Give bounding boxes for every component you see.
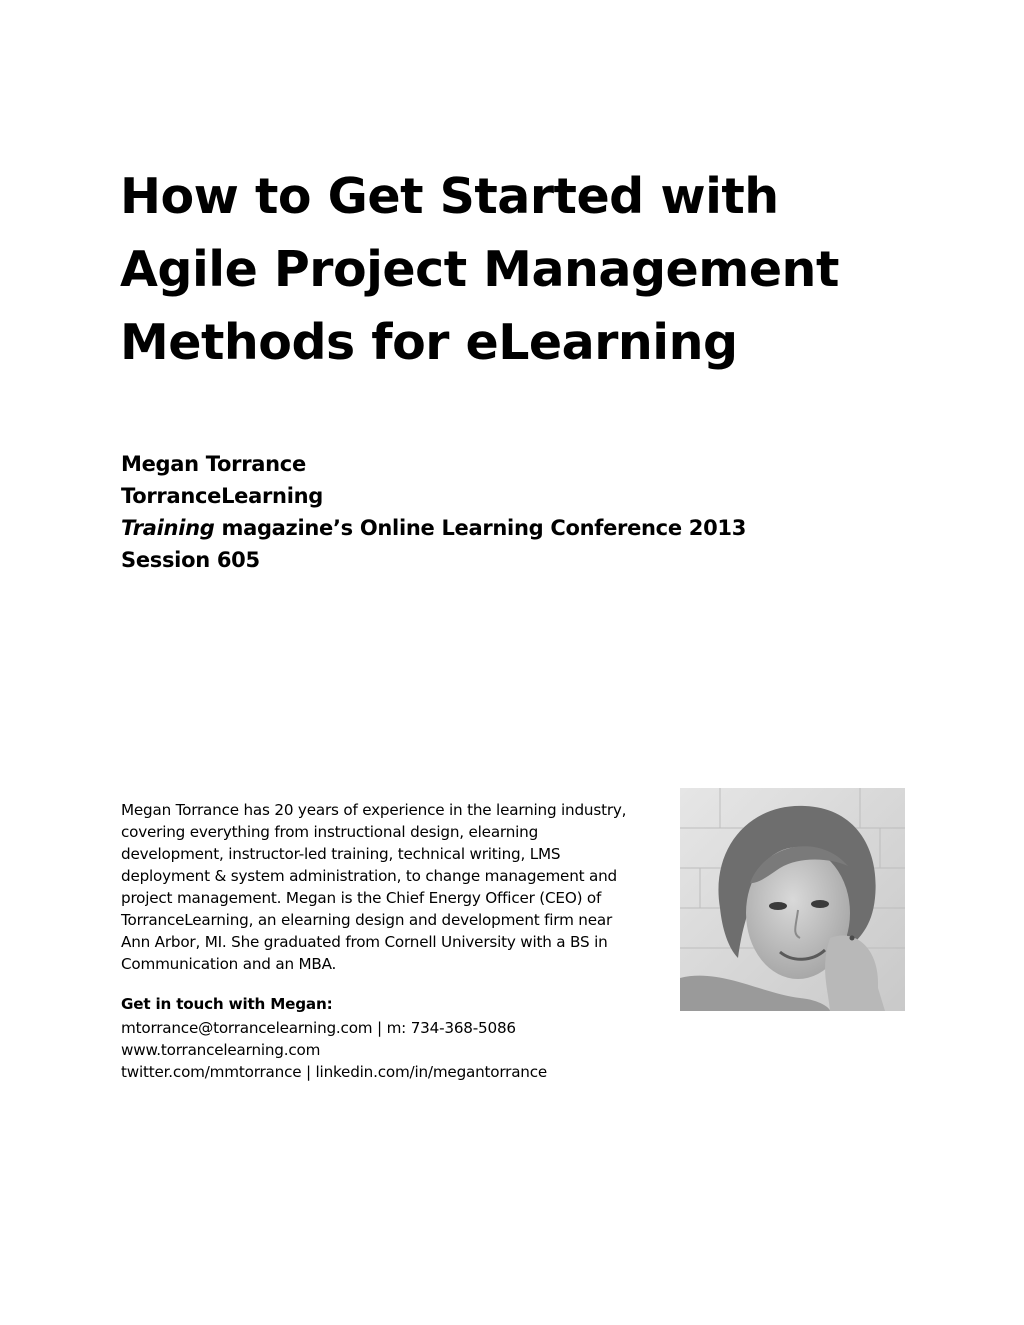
contact-social[interactable]: twitter.com/mmtorrance | linkedin.com/in/megantorrance [121, 1063, 548, 1081]
contact-heading: Get in touch with Megan: [121, 995, 333, 1013]
bio-line: covering everything from instructional design, elearning [121, 823, 539, 841]
title-line: How to Get Started with [120, 168, 779, 225]
conference-name [121, 512, 746, 544]
company-name: TorranceLearning [121, 484, 323, 508]
bio-line: deployment & system administration, to change management and [121, 867, 617, 885]
author-portrait-photo [680, 788, 905, 1011]
author-name: Megan Torrance [121, 452, 306, 476]
bio-line: development, instructor-led training, technical writing, LMS [121, 845, 561, 863]
session-number: Session 605 [121, 548, 260, 572]
title-line: Agile Project Management [120, 241, 839, 298]
title-line: Methods for eLearning [120, 314, 738, 371]
document-title [120, 160, 880, 379]
bio-line: project management. Megan is the Chief Energy Officer (CEO) of [121, 889, 602, 907]
session-info [121, 448, 746, 576]
contact-email-phone[interactable]: mtorrance@torrancelearning.com | m: 734-368-5086 [121, 1019, 516, 1037]
contact-info [121, 993, 547, 1083]
bio-line: Ann Arbor, MI. She graduated from Cornell University with a BS in [121, 933, 608, 951]
bio-line: TorranceLearning, an elearning design and development firm near [121, 911, 613, 929]
author-bio [121, 799, 661, 975]
contact-website[interactable]: www.torrancelearning.com [121, 1041, 321, 1059]
conference-magazine: Training [121, 516, 215, 540]
bio-line: Megan Torrance has 20 years of experience in the learning industry, [121, 801, 627, 819]
bio-line: Communication and an MBA. [121, 955, 337, 973]
conference-title: magazine’s Online Learning Conference 2013 [214, 516, 747, 540]
